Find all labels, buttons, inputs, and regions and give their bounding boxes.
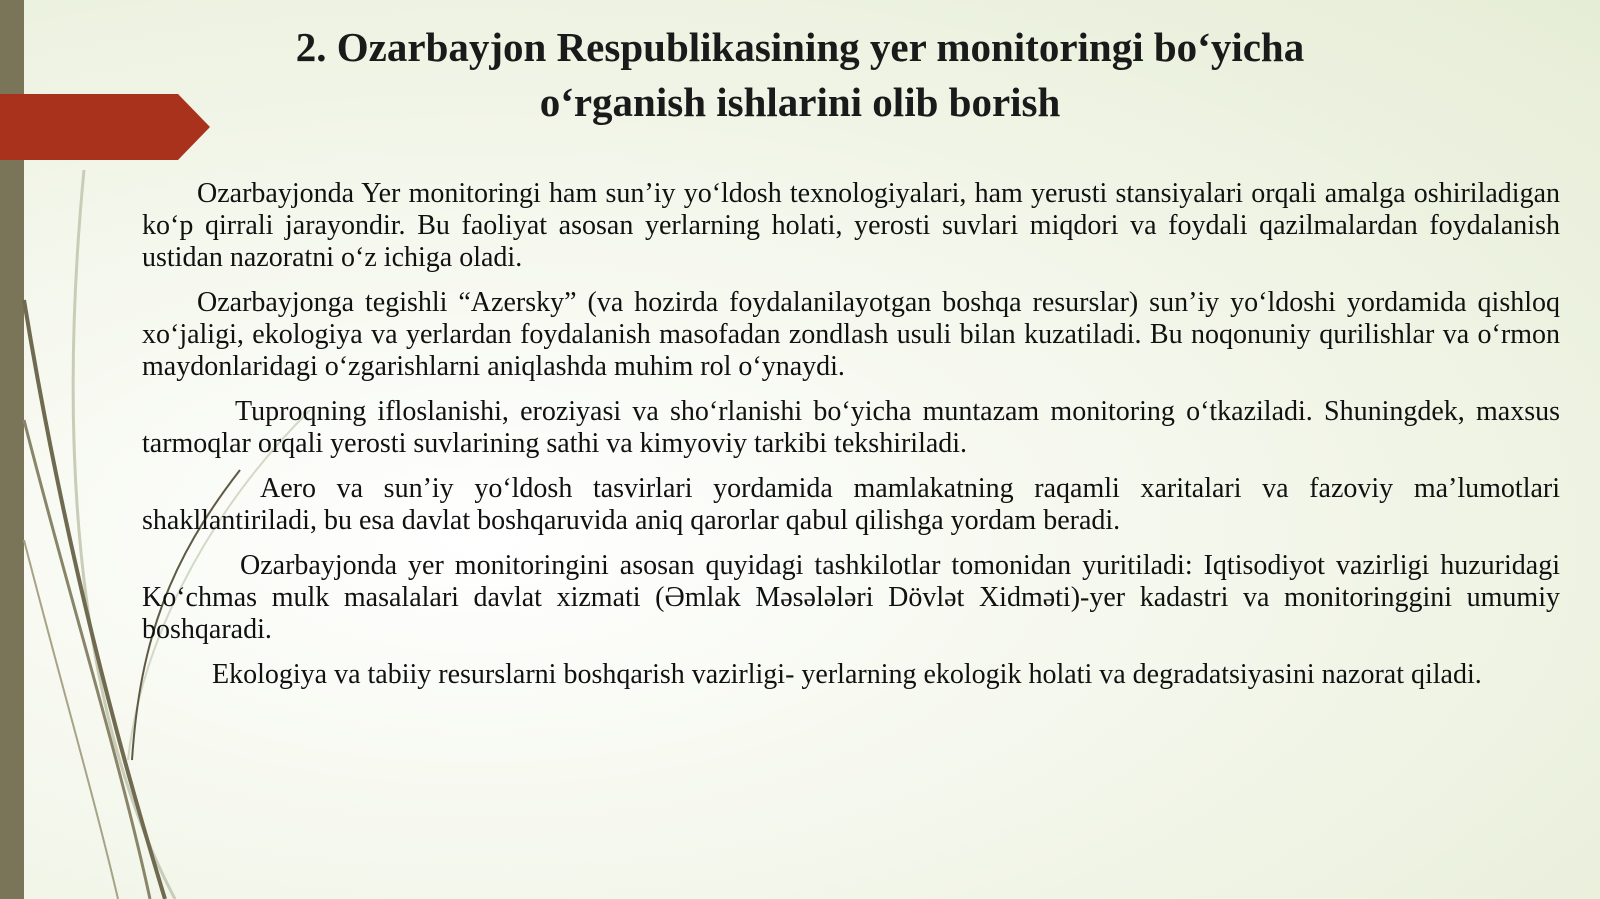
slide-title-line2: o‘rganish ishlarini olib borish <box>539 79 1061 125</box>
slide-body <box>142 178 1560 704</box>
paragraph-2: Ozarbayjonga tegishli “Azersky” (va hozirda foydalanilayotgan boshqa resurslar) sun’iy yo‘ldoshi yordamida qishloq xo‘jaligi, ekologiya va yerlardan foydalanish masofadan zondlash usuli bilan kuzatiladi. Bu noqonuniy qurilishlar va o‘rmon maydonlaridagi o‘zgarishlarni aniqlashda muhim rol o‘ynaydi. <box>142 287 1560 382</box>
paragraph-1: Ozarbayjonda Yer monitoringi ham sun’iy yo‘ldosh texnologiyalari, ham yerusti stansiyalari orqali amalga oshiriladigan ko‘p qirrali jarayondir. Bu faoliyat asosan yerlarning holati, yerosti suvlari miqdori va foydali qazilmalardan foydalanish ustidan nazoratni o‘z ichiga oladi. <box>142 178 1560 273</box>
paragraph-6: Ekologiya va tabiiy resurslarni boshqarish vazirligi- yerlarning ekologik holati va degradatsiyasini nazorat qiladi. <box>212 659 1482 690</box>
slide-title <box>170 20 1430 130</box>
slide-title-line1: 2. Ozarbayjon Respublikasining yer monitoringi bo‘yicha <box>295 24 1305 70</box>
paragraph-5: Ozarbayjonda yer monitoringini asosan quyidagi tashkilotlar tomonidan yuritiladi: Iqtisodiyot vazirligi huzuridagi Ko‘chmas mulk masalalari davlat xizmati (Əmlak Məsələləri Dövlət Xidməti)-yer kadastri va monitoringgini umumiy boshqaradi. <box>142 550 1560 645</box>
paragraph-3: Tuproqning ifloslanishi, eroziyasi va sho‘rlanishi bo‘yicha muntazam monitoring o‘tkaziladi. Shuningdek, maxsus tarmoqlar orqali yerosti suvlarining sathi va kimyoviy tarkibi tekshiriladi. <box>142 396 1560 459</box>
paragraph-4: Aero va sun’iy yo‘ldosh tasvirlari yordamida mamlakatning raqamli xaritalari va fazoviy ma’lumotlari shakllantiriladi, bu esa davlat boshqaruvida aniq qarorlar qabul qilishga yordam beradi. <box>142 473 1560 536</box>
